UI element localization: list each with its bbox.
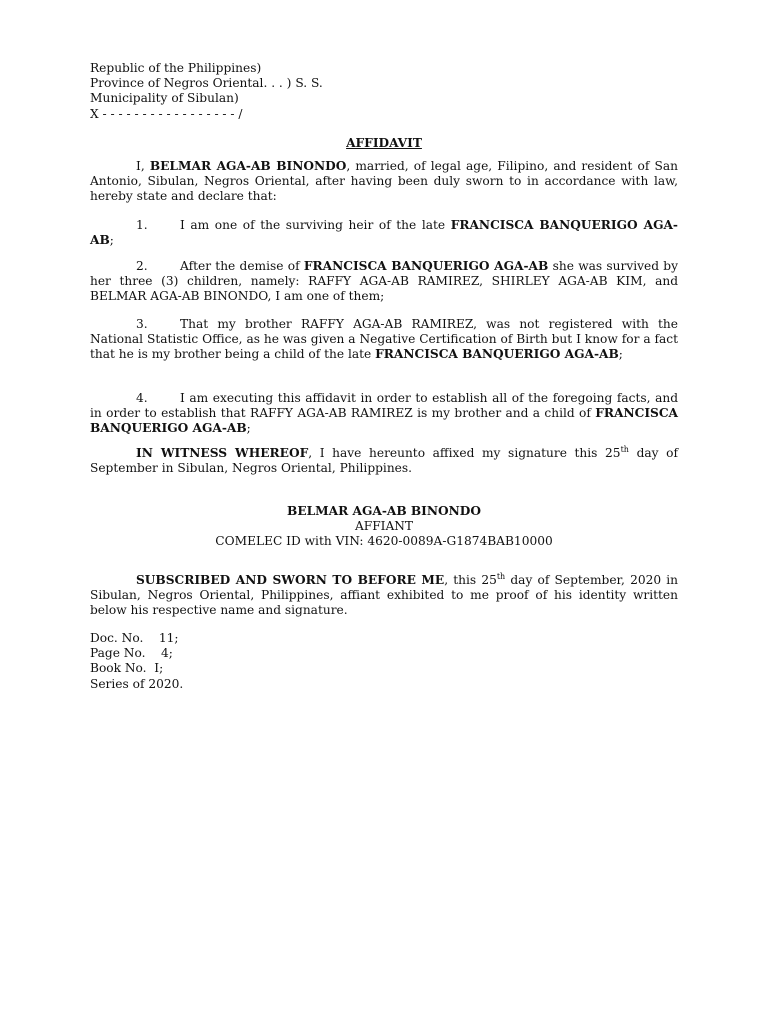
venue-line: Municipality of Sibulan) — [90, 91, 239, 106]
intro-paragraph: I, BELMAR AGA-AB BINONDO, married, of legal age, Filipino, and resident of San Antonio, Sibulan, Negros Oriental, after having been duly sworn to in accordance with law, hereby state and declare that: — [90, 159, 678, 204]
item-paragraph: 1. I am one of the surviving heir of the late FRANCISCA BANQUERIGO AGA-AB; — [90, 218, 678, 248]
page-number: Page No. 4; — [90, 646, 173, 661]
venue-line: Republic of the Philippines) — [90, 61, 262, 75]
jurat-paragraph: SUBSCRIBED AND SWORN TO BEFORE ME, this 25th day of September, 2020 in Sibulan, Negros Oriental, Philippines, affiant exhibited to me proof of his identity written below his respective name and signature. — [90, 571, 679, 618]
affiant-name: BELMAR AGA-AB BINONDO — [149, 159, 347, 173]
signatory-role: AFFIANT — [354, 519, 414, 534]
item-paragraph: 3. That my brother RAFFY AGA-AB RAMIREZ, was not registered with the National Statistic Office, as he was given a Negative Certification of Birth but I know for a fact that he is my brother being a child of the late FRANCISCA BANQUERIGO AGA-AB; — [90, 317, 678, 362]
signature-block — [90, 504, 678, 550]
signatory-name: BELMAR AGA-AB BINONDO — [287, 504, 481, 518]
book-number: Book No. I; — [90, 661, 164, 676]
document-title: AFFIDAVIT — [346, 136, 422, 150]
doc-number: Doc. No. 11; — [90, 631, 179, 645]
item-paragraph: 2. After the demise of FRANCISCA BANQUERIGO AGA-AB she was survived by her three (3) children, namely: RAFFY AGA-AB RAMIREZ, SHIRLEY AGA-AB KIM, and BELMAR AGA-AB BINONDO, I am one of them; — [90, 259, 678, 304]
series-year: Series of 2020. — [90, 676, 184, 691]
item-paragraph: 4. I am executing this affidavit in order to establish all of the foregoing facts, and in order to establish that RAFFY AGA-AB RAMIREZ is my brother and a child of FRANCISCA BANQUERIGO AGA-AB; — [90, 391, 678, 436]
venue-block — [90, 61, 678, 122]
notarial-block — [90, 631, 678, 692]
venue-line: Province of Negros Oriental. . . ) S. S. — [90, 76, 323, 91]
venue-line: X - - - - - - - - - - - - - - - - - / — [90, 106, 243, 121]
witness-paragraph: IN WITNESS WHEREOF, I have hereunto affixed my signature this 25th day of September in Sibulan, Negros Oriental, Philippines. — [90, 444, 678, 476]
signatory-id: COMELEC ID with VIN: 4620-0089A-G1874BAB10000 — [215, 534, 553, 549]
